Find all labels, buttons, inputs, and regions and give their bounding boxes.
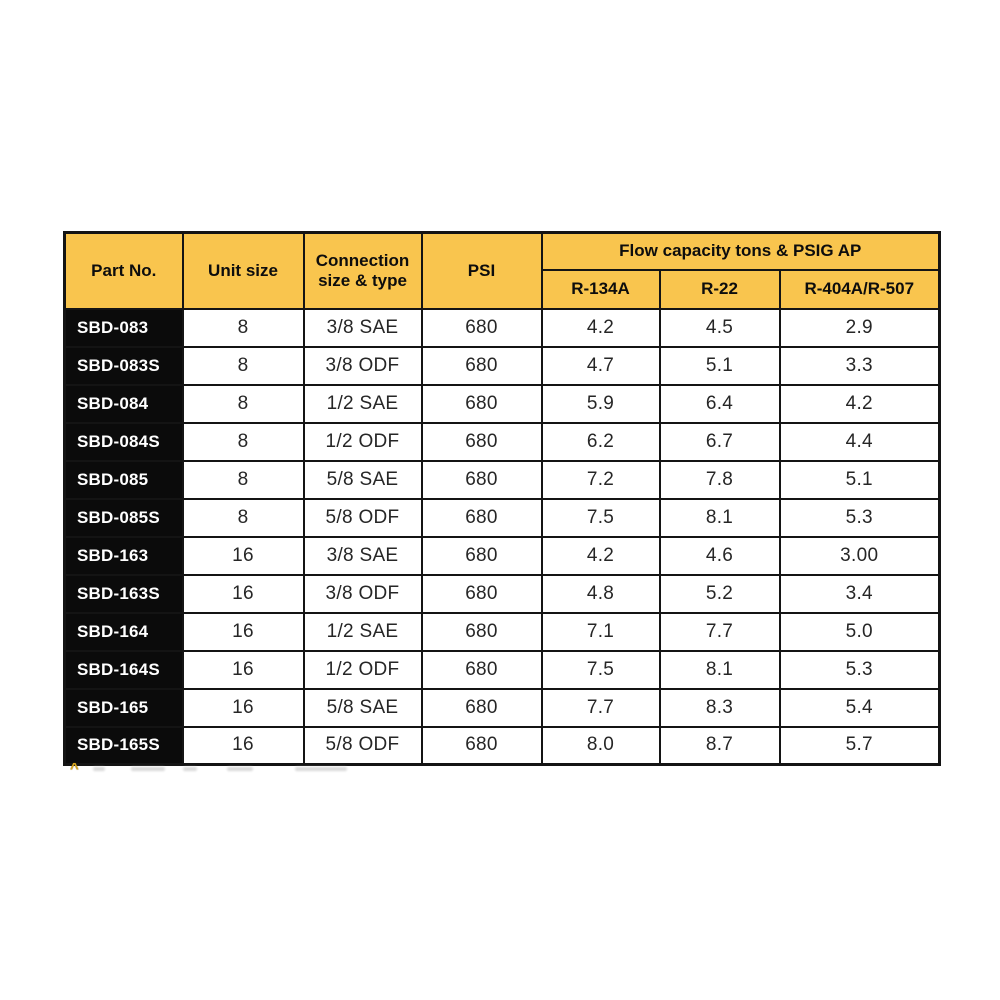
cell-r404a-r507: 4.2 <box>780 385 940 423</box>
cell-part-no: SBD-084 <box>65 385 183 423</box>
cell-r404a-r507: 4.4 <box>780 423 940 461</box>
cell-r22: 8.3 <box>660 689 780 727</box>
cell-r404a-r507: 5.1 <box>780 461 940 499</box>
cell-part-no: SBD-165 <box>65 689 183 727</box>
cell-part-no: SBD-085S <box>65 499 183 537</box>
table-row <box>65 423 940 461</box>
cell-r134a: 5.9 <box>542 385 660 423</box>
cell-psi: 680 <box>422 309 542 347</box>
table-row <box>65 689 940 727</box>
table-row <box>65 347 940 385</box>
cell-r404a-r507: 2.9 <box>780 309 940 347</box>
cell-part-no: SBD-164 <box>65 613 183 651</box>
cell-r134a: 8.0 <box>542 727 660 765</box>
cell-connection: 5/8 ODF <box>304 499 422 537</box>
table-row <box>65 385 940 423</box>
cell-part-no: SBD-085 <box>65 461 183 499</box>
header-part-no: Part No. <box>65 233 183 309</box>
cell-unit-size: 8 <box>183 461 304 499</box>
cell-part-no: SBD-164S <box>65 651 183 689</box>
cell-unit-size: 16 <box>183 537 304 575</box>
table-row <box>65 727 940 765</box>
cell-r22: 4.5 <box>660 309 780 347</box>
cell-psi: 680 <box>422 461 542 499</box>
cell-r404a-r507: 3.00 <box>780 537 940 575</box>
footnote-clipped <box>70 762 400 775</box>
cell-psi: 680 <box>422 385 542 423</box>
cell-connection: 5/8 SAE <box>304 689 422 727</box>
header-r22: R-22 <box>660 270 780 309</box>
cell-r22: 8.1 <box>660 651 780 689</box>
cell-unit-size: 8 <box>183 423 304 461</box>
cell-unit-size: 8 <box>183 499 304 537</box>
cell-connection: 1/2 SAE <box>304 613 422 651</box>
cell-connection: 3/8 SAE <box>304 537 422 575</box>
cell-connection: 1/2 ODF <box>304 423 422 461</box>
header-flow-capacity-group: Flow capacity tons & PSIG AP <box>542 233 940 270</box>
cell-r134a: 6.2 <box>542 423 660 461</box>
footnote-illegible-fragment <box>227 767 253 771</box>
cell-r134a: 7.7 <box>542 689 660 727</box>
cell-connection: 3/8 SAE <box>304 309 422 347</box>
cell-connection: 1/2 ODF <box>304 651 422 689</box>
cell-unit-size: 8 <box>183 347 304 385</box>
cell-r22: 6.4 <box>660 385 780 423</box>
table-row <box>65 461 940 499</box>
table-row <box>65 309 940 347</box>
cell-unit-size: 16 <box>183 575 304 613</box>
cell-psi: 680 <box>422 575 542 613</box>
cell-connection: 1/2 SAE <box>304 385 422 423</box>
footnote-illegible-fragment <box>131 767 165 771</box>
cell-part-no: SBD-084S <box>65 423 183 461</box>
cell-psi: 680 <box>422 537 542 575</box>
cell-r134a: 7.5 <box>542 651 660 689</box>
cell-psi: 680 <box>422 727 542 765</box>
cell-unit-size: 16 <box>183 689 304 727</box>
spec-table <box>63 231 941 766</box>
cell-r134a: 7.1 <box>542 613 660 651</box>
cell-r22: 7.8 <box>660 461 780 499</box>
cell-r404a-r507: 5.3 <box>780 499 940 537</box>
cell-unit-size: 8 <box>183 309 304 347</box>
cell-unit-size: 16 <box>183 613 304 651</box>
cell-psi: 680 <box>422 347 542 385</box>
cell-r404a-r507: 5.4 <box>780 689 940 727</box>
cell-connection: 3/8 ODF <box>304 347 422 385</box>
cell-r404a-r507: 5.7 <box>780 727 940 765</box>
table-header <box>65 233 940 309</box>
cell-psi: 680 <box>422 423 542 461</box>
cell-part-no: SBD-083S <box>65 347 183 385</box>
table-row <box>65 613 940 651</box>
cell-r134a: 4.7 <box>542 347 660 385</box>
header-psi: PSI <box>422 233 542 309</box>
cell-r134a: 4.2 <box>542 309 660 347</box>
cell-unit-size: 8 <box>183 385 304 423</box>
table-row <box>65 499 940 537</box>
cell-r404a-r507: 3.3 <box>780 347 940 385</box>
header-row-top <box>65 233 940 270</box>
cell-psi: 680 <box>422 651 542 689</box>
cell-part-no: SBD-083 <box>65 309 183 347</box>
cell-r22: 5.1 <box>660 347 780 385</box>
cell-r134a: 4.8 <box>542 575 660 613</box>
footnote-illegible-fragment <box>183 767 197 771</box>
footnote-illegible-fragment <box>295 767 347 771</box>
cell-r134a: 7.2 <box>542 461 660 499</box>
cell-r22: 8.7 <box>660 727 780 765</box>
footnote-illegible-fragment <box>93 767 105 771</box>
header-unit-size: Unit size <box>183 233 304 309</box>
cell-part-no: SBD-163S <box>65 575 183 613</box>
cell-part-no: SBD-163 <box>65 537 183 575</box>
cell-r404a-r507: 3.4 <box>780 575 940 613</box>
cell-part-no: SBD-165S <box>65 727 183 765</box>
cell-psi: 680 <box>422 613 542 651</box>
cell-connection: 3/8 ODF <box>304 575 422 613</box>
header-r134a: R-134A <box>542 270 660 309</box>
cell-r134a: 7.5 <box>542 499 660 537</box>
cell-r22: 8.1 <box>660 499 780 537</box>
cell-r22: 4.6 <box>660 537 780 575</box>
cell-unit-size: 16 <box>183 727 304 765</box>
cell-r22: 6.7 <box>660 423 780 461</box>
cell-psi: 680 <box>422 499 542 537</box>
header-connection: Connection size & type <box>304 233 422 309</box>
cell-connection: 5/8 ODF <box>304 727 422 765</box>
footnote-caret-marker: ^ <box>70 762 79 775</box>
spec-table-container <box>63 231 938 766</box>
cell-r404a-r507: 5.0 <box>780 613 940 651</box>
table-row <box>65 651 940 689</box>
cell-r22: 5.2 <box>660 575 780 613</box>
cell-r22: 7.7 <box>660 613 780 651</box>
cell-connection: 5/8 SAE <box>304 461 422 499</box>
cell-r404a-r507: 5.3 <box>780 651 940 689</box>
cell-psi: 680 <box>422 689 542 727</box>
header-r404a-r507: R-404A/R-507 <box>780 270 940 309</box>
cell-unit-size: 16 <box>183 651 304 689</box>
table-row <box>65 537 940 575</box>
table-row <box>65 575 940 613</box>
table-body <box>65 309 940 765</box>
cell-r134a: 4.2 <box>542 537 660 575</box>
